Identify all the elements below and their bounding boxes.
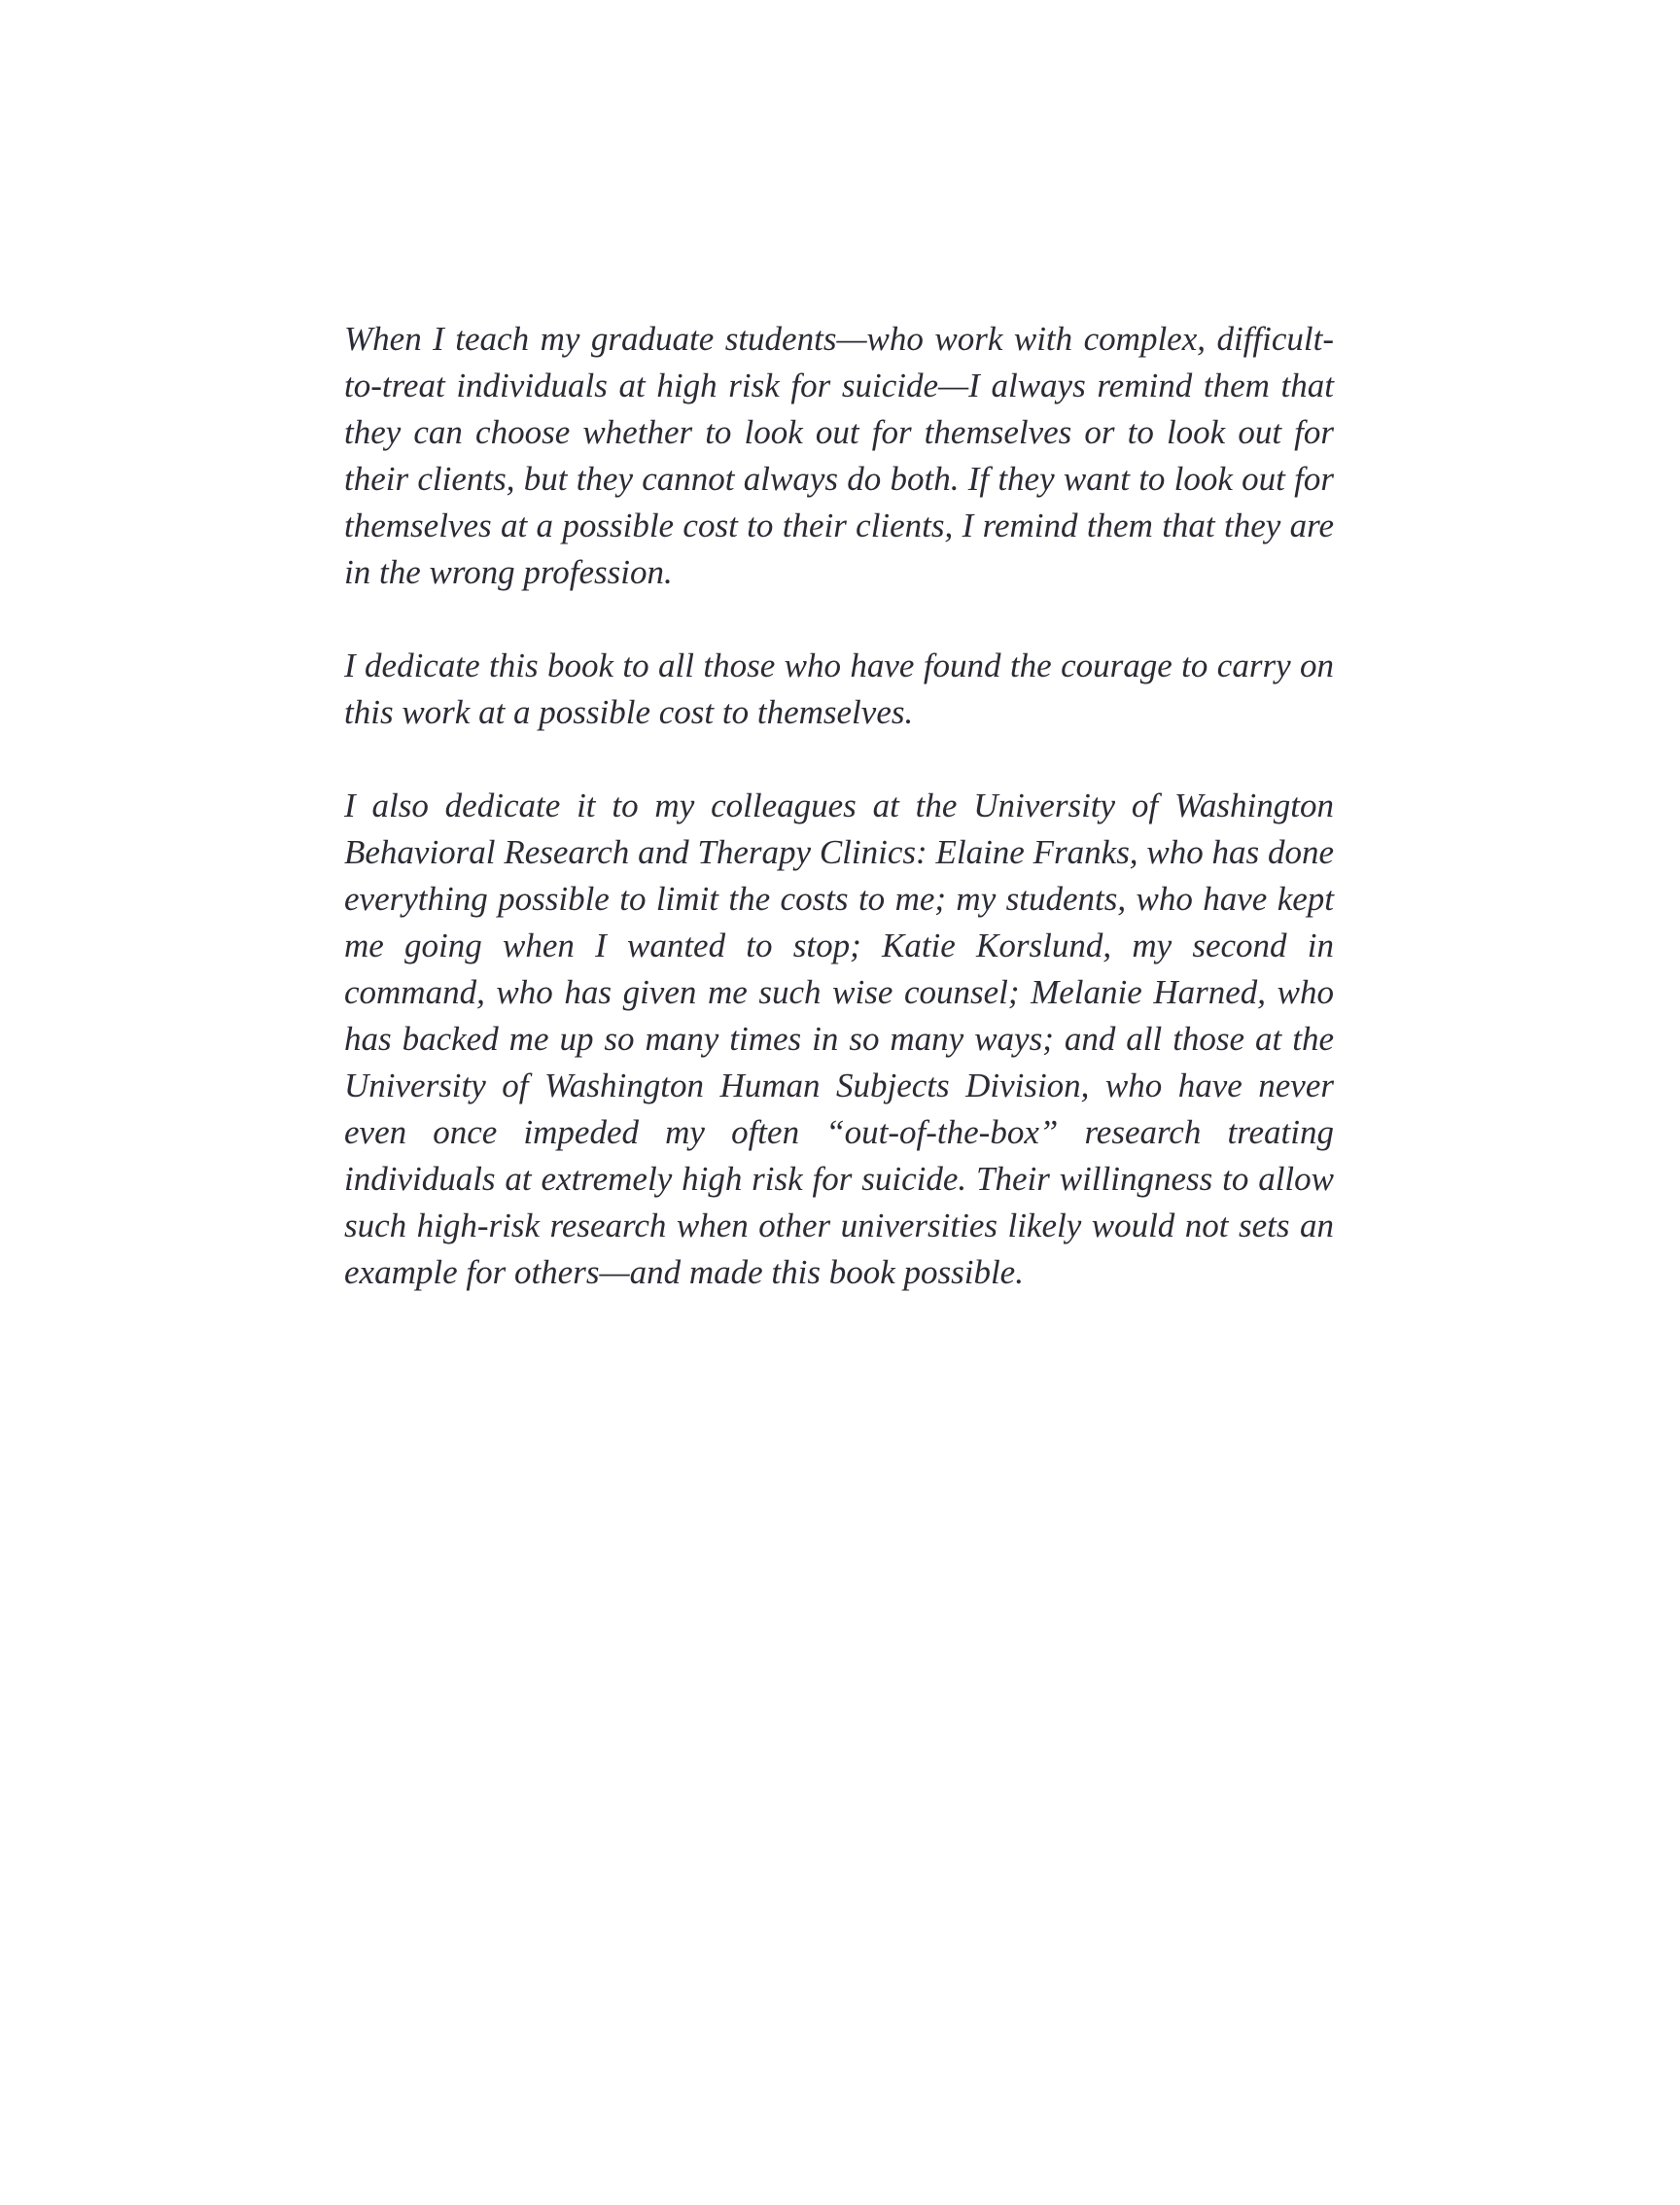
- dedication-paragraph-3: I also dedicate it to my colleagues at the University of Washington Behavioral Research and Therapy Clinics: Elaine Franks, who has done everything possible to limit the costs to me; my students, who have kept me going when I wanted to stop; Katie Korslund, my second in command, who has given me such wise counsel; Melanie Harned, who has backed me up so many times in so many ways; and all those at the University of Washington Human Subjects Division, who have never even once impeded my often “out-of-the-box” research treating individuals at extremely high risk for suicide. Their willingness to allow such high-risk research when other universities likely would not sets an example for others—and made this book possible.: [344, 787, 1334, 1291]
- dedication-text: [344, 316, 1334, 1296]
- dedication-paragraph-1: When I teach my graduate students—who work with complex, difficult-to-treat individuals at high risk for suicide—I always remind them that they can choose whether to look out for themselves or to look out for their clients, but they cannot always do both. If they want to look out for themselves at a possible cost to their clients, I remind them that they are in the wrong profession.: [344, 320, 1334, 591]
- dedication-paragraph-2: I dedicate this book to all those who have found the courage to carry on this work at a possible cost to themselves.: [344, 647, 1334, 731]
